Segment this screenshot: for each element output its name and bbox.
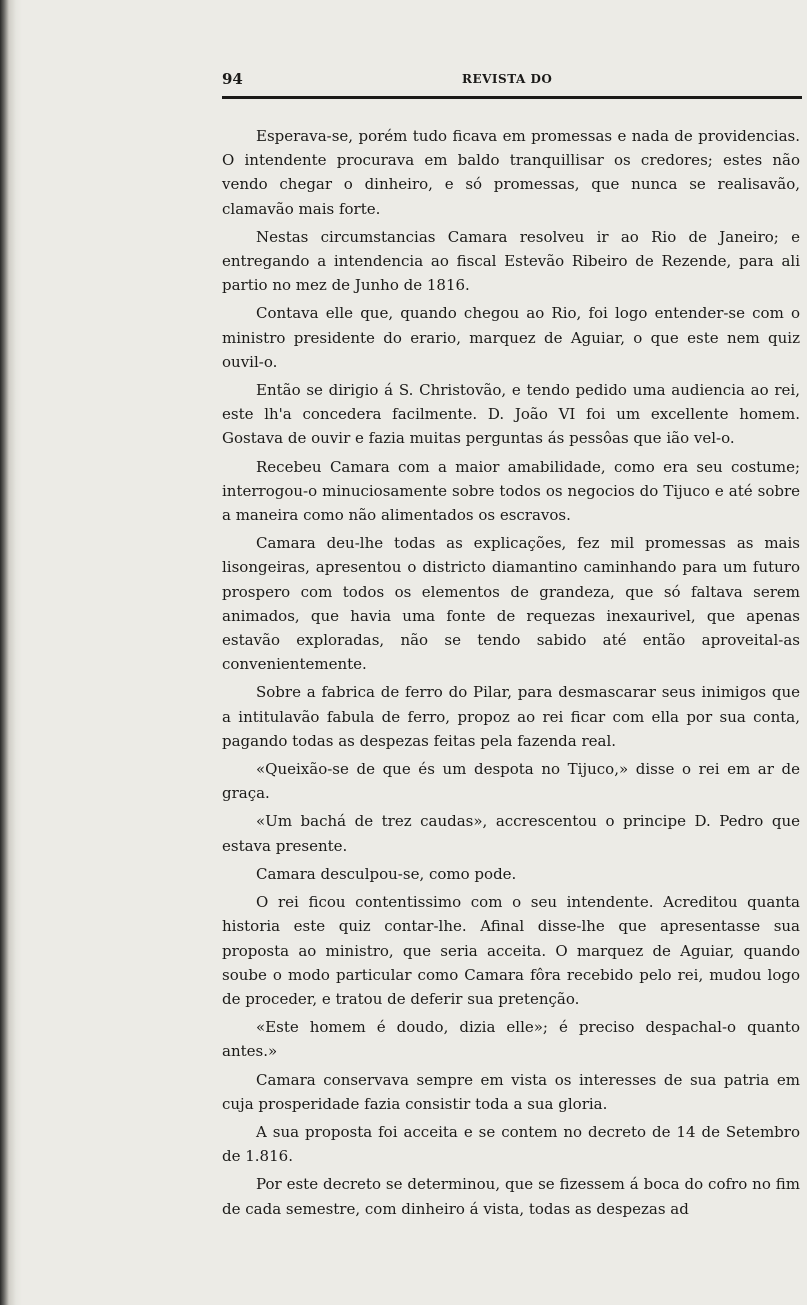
paragraph: Camara deu-lhe todas as explicações, fez mil promessas as mais lisongeiras, apresentou o districto diamantino caminhando para um futuro prospero com todos os elementos de grandeza, que só faltava serem animados, que havia uma fonte de requezas inexaurivel, que apenas estavão exploradas, não se tendo sabido até então aproveital-as convenientemente.: [222, 534, 800, 674]
book-page: [222, 0, 807, 1305]
paragraph: «Queixão-se de que és um despota no Tijuco,» disse o rei em ar de graça.: [222, 760, 800, 803]
paragraph: Recebeu Camara com a maior amabilidade, como era seu costume; interrogou-o minuciosamente sobre todos os negocios do Tijuco e até sobre a maneira como não alimentados os escravos.: [222, 457, 800, 525]
paragraph: Por este decreto se determinou, que se fizessem á boca do cofro no fim de cada semestre, com dinheiro á vista, todas as despezas ad: [222, 1175, 800, 1218]
paragraph: Nestas circumstancias Camara resolveu ir ao Rio de Janeiro; e entregando a intendencia ao fiscal Estevão Ribeiro de Rezende, para ali partio no mez de Junho de 1816.: [222, 227, 800, 295]
running-title: REVISTA DO: [462, 72, 553, 86]
paragraph: Sobre a fabrica de ferro do Pilar, para desmascarar seus inimigos que a intitulavão fabula de ferro, propoz ao rei ficar com ella por sua conta, pagando todas as despezas feitas pela fazenda real.: [222, 683, 800, 750]
paragraph: «Este homem é doudo, dizia elle»; é preciso despachal-o quanto antes.»: [222, 1018, 800, 1061]
paragraph: Esperava-se, porém tudo ficava em promessas e nada de providencias. O intendente procurava em baldo tranquillisar os credores; estes não vendo chegar o dinheiro, e só promessas, que nunca se realisavão, clamavão mais forte.: [222, 127, 800, 218]
header-rule: [222, 96, 802, 99]
paragraph: A sua proposta foi acceita e se contem no decreto de 14 de Setembro de 1.816.: [222, 1122, 800, 1166]
body-text: [222, 124, 800, 1225]
paragraph: O rei ficou contentissimo com o seu intendente. Acreditou quanta historia este quiz contar-lhe. Afinal disse-lhe que apresentasse sua proposta ao ministro, que seria acceita. O marquez de Aguiar, quando soube o modo particular como Camara fôra recebido pelo rei, mudou logo de proceder, e tratou de deferir sua pretenção.: [222, 893, 800, 1008]
paragraph: Camara conservava sempre em vista os interesses de sua patria em cuja prosperidade fazia consistir toda a sua gloria.: [222, 1070, 800, 1113]
paragraph: Camara desculpou-se, como pode.: [256, 864, 517, 883]
page-number: 94: [222, 70, 243, 88]
page-header: [222, 70, 802, 94]
paragraph: «Um bachá de trez caudas», accrescentou o principe D. Pedro que estava presente.: [222, 812, 800, 855]
paragraph: Então se dirigio á S. Christovão, e tendo pedido uma audiencia ao rei, este lh'a concedera facilmente. D. João VI foi um excellente homem. Gostava de ouvir e fazia muitas perguntas ás pessôas que ião vel-o.: [222, 381, 800, 448]
book-gutter: [0, 0, 22, 1305]
paragraph: Contava elle que, quando chegou ao Rio, foi logo entender-se com o ministro presidente do erario, marquez de Aguiar, o que este nem quiz ouvil-o.: [222, 304, 800, 371]
